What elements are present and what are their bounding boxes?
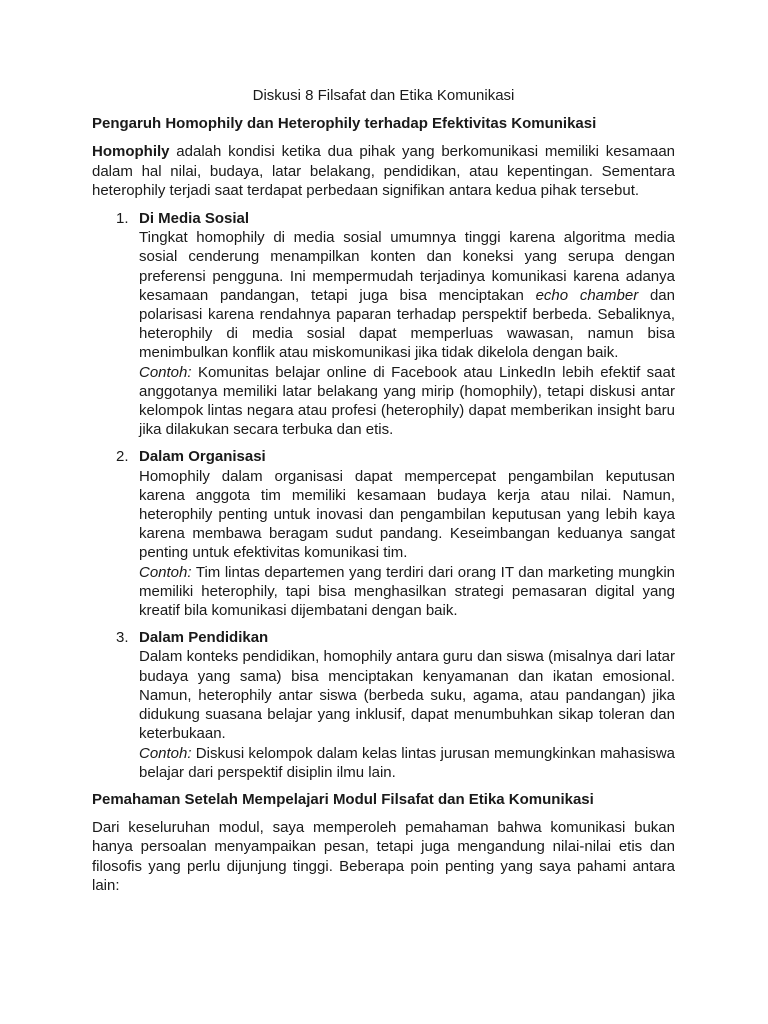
example-text: Tim lintas departemen yang terdiri dari orang IT dan marketing mungkin memiliki heterophily, tapi bisa menghasilkan strategi pemasaran digital yang kreatif bila komunikasi dijembatani dengan baik. bbox=[139, 563, 675, 620]
list-item-body: Dalam konteks pendidikan, homophily antara guru dan siswa (misalnya dari latar budaya yang sama) bisa menciptakan kenyamanan dan ikatan emosional. Namun, heterophily antar siswa (berbeda suku, agama, atau pandangan) jika didukung suasana belajar yang inklusif, dapat menumbuhkan sikap toleran dan keterbukaan. bbox=[139, 648, 675, 743]
example-text: Komunitas belajar online di Facebook atau LinkedIn lebih efektif saat anggotanya memiliki latar belakang yang mirip (homophily), tetapi diskusi antar kelompok lintas negara atau profesi (heterophily) dapat memberikan insight baru jika dilakukan secara terbuka dan etis. bbox=[139, 363, 675, 439]
list-item-organization bbox=[92, 447, 675, 620]
list-item-body bbox=[139, 228, 675, 362]
example-label: Contoh: bbox=[139, 563, 192, 581]
body-text-part: Tingkat homophily di media sosial umumnya tinggi karena algoritma media sosial cenderung menampilkan konten dan koneksi yang serupa dengan preferensi pengguna. Ini mempermudah terjadinya komunikasi karena adanya kesamaan pandangan, tetapi juga bisa menciptakan bbox=[139, 229, 675, 304]
list-item-example bbox=[139, 744, 675, 782]
list-item-education bbox=[92, 628, 675, 782]
intro-lead-term: Homophily bbox=[92, 143, 170, 161]
body-italic-term: echo chamber bbox=[535, 286, 639, 304]
document-page bbox=[92, 86, 675, 904]
example-label: Contoh: bbox=[139, 744, 192, 762]
list-item-title: Dalam Pendidikan bbox=[139, 629, 269, 647]
list-number: 3. bbox=[116, 629, 129, 647]
context-list bbox=[92, 209, 675, 782]
body-text-part: dan polarisasi karena rendahnya paparan terhadap perspektif berbeda. Sebaliknya, heterophily di media sosial dapat memperluas wawasan, namun bisa menimbulkan konflik atau miskomunikasi jika tidak dikelola dengan baik. bbox=[139, 286, 675, 362]
list-item-example bbox=[139, 363, 675, 440]
document-title: Diskusi 8 Filsafat dan Etika Komunikasi bbox=[252, 87, 515, 104]
list-number: 2. bbox=[116, 448, 129, 466]
section-heading-understanding: Pemahaman Setelah Mempelajari Modul Filsafat dan Etika Komunikasi bbox=[92, 790, 594, 808]
list-number: 1. bbox=[116, 210, 129, 228]
list-item-body: Homophily dalam organisasi dapat mempercepat pengambilan keputusan karena anggota tim memiliki kesamaan budaya kerja atau nilai. Namun, heterophily penting untuk inovasi dan pengambilan keputusan yang lebih kaya karena membawa beragam sudut pandang. Keseimbangan keduanya sangat penting untuk efektivitas komunikasi tim. bbox=[139, 467, 675, 562]
list-item-social-media bbox=[92, 209, 675, 439]
list-item-title: Di Media Sosial bbox=[139, 210, 250, 228]
list-item-title: Dalam Organisasi bbox=[139, 448, 266, 466]
section-heading-influence: Pengaruh Homophily dan Heterophily terhadap Efektivitas Komunikasi bbox=[92, 115, 597, 133]
closing-paragraph: Dari keseluruhan modul, saya memperoleh pemahaman bahwa komunikasi bukan hanya persoalan menyampaikan pesan, tetapi juga mengandung nilai-nilai etis dan filosofis yang perlu dijunjung tinggi. Beberapa poin penting yang saya pahami antara lain: bbox=[92, 819, 675, 894]
intro-text: adalah kondisi ketika dua pihak yang berkomunikasi memiliki kesamaan dalam hal nilai, budaya, latar belakang, pendidikan, atau kepentingan. Sementara heterophily terjadi saat terdapat perbedaan signifikan antara kedua pihak tersebut. bbox=[92, 143, 675, 199]
intro-paragraph bbox=[92, 142, 675, 200]
example-label: Contoh: bbox=[139, 363, 192, 381]
example-text: Diskusi kelompok dalam kelas lintas jurusan memungkinkan mahasiswa belajar dari perspektif disiplin ilmu lain. bbox=[139, 744, 675, 781]
list-item-example bbox=[139, 563, 675, 621]
